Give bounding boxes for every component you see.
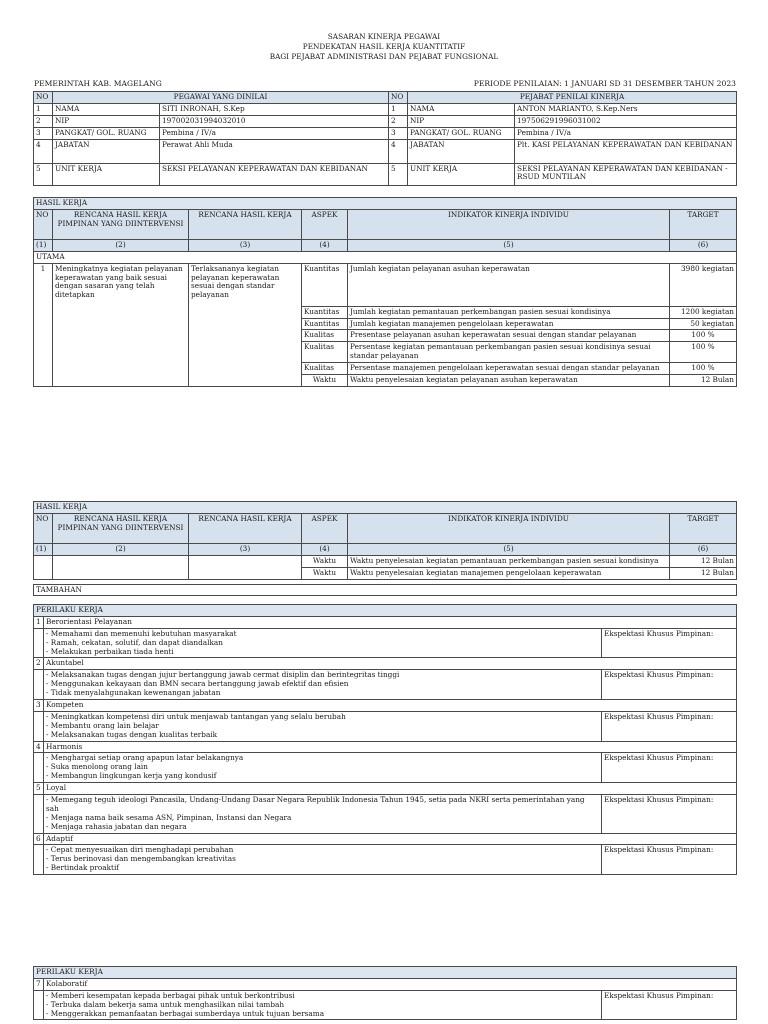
header-no: NO	[389, 92, 408, 104]
table-row: Kualitas Presentase pelayanan asuhan keperawatan sesuai dengan standar pelayanan 100 %	[34, 330, 737, 342]
pegawai-nama: SITI INRONAH, S.Kep	[160, 103, 389, 115]
identity-row: 3 PANGKAT/ GOL. RUANG Pembina / IV/a 3 PANGKAT/ GOL. RUANG Pembina / IV/a	[34, 127, 737, 139]
header-penilai: PEJABAT PENILAI KINERJA	[408, 92, 737, 104]
header-no: NO	[34, 92, 53, 104]
penilai-nama: ANTON MARIANTO, S.Kep.Ners	[515, 103, 737, 115]
table-row: Kualitas Persentase kegiatan pemantauan perkembangan pasien sesuai kondisinya sesuai standar pelayanan 100 %	[34, 342, 737, 363]
identity-table	[33, 91, 737, 186]
identity-row: 4 JABATAN Perawat Ahli Muda 4 JABATAN Plt. KASI PELAYANAN KEPERAWATAN DAN KEBIDANAN	[34, 139, 737, 163]
ekspektasi-label: Ekspektasi Khusus Pimpinan:	[602, 845, 737, 875]
list-item: - Cepat menyesuaikan diri menghadapi perubahan - Terus berinovasi dan mengembangkan kreativitas - Bertindak proaktif Ekspektasi Khusus Pimpinan:	[34, 845, 737, 875]
table-row: 1 Meningkatnya kegiatan pelayanan keperawatan yang baik sesuai dengan sasaran yang telah ditetapkan Terlaksananya kegiatan pelayanan keperawatan sesuai dengan standar pelayanan Kuantitas Jumlah kegiatan pelayanan asuhan keperawatan 3980 kegiatan	[34, 263, 737, 306]
pk-title: Loyal	[44, 783, 737, 795]
pk-title: Kompeten	[44, 700, 737, 712]
pk-title: Berorientasi Pelayanan	[44, 616, 737, 628]
list-item: - Memegang teguh ideologi Pancasila, Undang-Undang Dasar Negara Republik Indonesia Tahun 1945, setia pada NKRI serta pemerintahan yang sah - Menjaga nama baik sesama ASN, Pimpinan, Instansi dan Negara - Menjaga rahasia jabatan dan negara Ekspektasi Khusus Pimpinan:	[34, 795, 737, 834]
hasil-kerja-table-continued: HASIL KERJA NO RENCANA HASIL KERJA PIMPINAN YANG DIINTERVENSI RENCANA HASIL KERJA ASPEK INDIKATOR KINERJA INDIVIDU TARGET (1) (2) (3) (4) (5) (6) Waktu Waktu penyelesaian kegiatan pemantauan perkembangan pasien sesuai kondisinya 12 Bulan Waktu Waktu penyelesaian kegiatan manajemen pengelolaan keperawatan 12 Bulan TAMBAHAN	[33, 501, 737, 596]
list-item: - Memberi kesempatan kepada berbagai pihak untuk berkontribusi - Terbuka dalam bekerja sama untuk menghasilkan nilai tambah - Menggerakkan pemanfaatan berbagai sumberdaya untuk tujuan bersama Ekspektasi Khusus Pimpinan:	[34, 990, 737, 1020]
section-tambahan: TAMBAHAN	[34, 584, 737, 596]
ekspektasi-label: Ekspektasi Khusus Pimpinan:	[602, 628, 737, 658]
ekspektasi-label: Ekspektasi Khusus Pimpinan:	[602, 711, 737, 741]
perilaku-kerja-table-continued: PERILAKU KERJA 7 Kolaboratif - Memberi kesempatan kepada berbagai pihak untuk berkontribusi - Terbuka dalam bekerja sama untuk menghasilkan nilai tambah - Menggerakkan pemanfaatan berbagai sumberdaya untuk tujuan bersama Ekspektasi Khusus Pimpinan:	[33, 966, 737, 1020]
identity-row: 2 NIP 197002031994032010 2 NIP 197506291996031002	[34, 115, 737, 127]
pk-title: Harmonis	[44, 741, 737, 753]
pk-title: Kolaboratif	[44, 978, 737, 990]
header-pegawai: PEGAWAI YANG DINILAI	[53, 92, 389, 104]
doc-subtitle-2: BAGI PEJABAT ADMINISTRASI DAN PEJABAT FUNGSIONAL	[269, 52, 499, 61]
ekspektasi-label: Ekspektasi Khusus Pimpinan:	[602, 753, 737, 783]
pegawai-nip: 197002031994032010	[160, 115, 389, 127]
list-item: - Menghargai setiap orang apapun latar belakangnya - Suka menolong orang lain - Membangun lingkungan kerja yang kondusif Ekspektasi Khusus Pimpinan:	[34, 753, 737, 783]
perilaku-kerja-table: PERILAKU KERJA 1 Berorientasi Pelayanan - Memahami dan memenuhi kebutuhan masyarakat - Ramah, cekatan, solutif, dan dapat diandalkan - Melakukan perbaikan tiada henti Ekspektasi Khusus Pimpinan: 2 Akuntabel - Melaksanakan tugas dengan jujur bertanggung jawab cermat disiplin dan berintegritas tinggi - Menggunakan kekayaan dan BMN secara bertanggung jawab efektif dan efisien - Tidak menyalahgunakan kewenangan jabatan Ekspektasi Khusus Pimpinan: 3 Kompeten - Meningkatkan kompetensi diri untuk menjawab tantangan yang selalu berubah - Membantu orang lain belajar - Melaksanakan tugas dengan kualitas terbaik Ekspektasi Khusus Pimpinan: 4 Harmonis - Menghargai setiap orang apapun latar belakangnya - Suka menolong orang lain - Membangun lingkungan kerja yang kondusif Ekspektasi Khusus Pimpinan: 5 Loyal - Memegang teguh ideologi Pancasila, Undang-Undang Dasar Negara Republik Indonesia Tahun 1945, setia pada NKRI serta pemerintahan yang sah - Menjaga nama baik sesama ASN, Pimpinan, Instansi dan Negara - Menjaga rahasia jabatan dan negara Ekspektasi Khusus Pimpinan: 6 Adaptif - Cepat menyesuaikan diri menghadapi perubahan - Terus berinovasi dan mengembangkan kreativitas - Bertindak proaktif Ekspektasi Khusus Pimpinan:	[33, 604, 737, 875]
list-item: - Meningkatkan kompetensi diri untuk menjawab tantangan yang selalu berubah - Membantu orang lain belajar - Melaksanakan tugas dengan kualitas terbaik Ekspektasi Khusus Pimpinan:	[34, 711, 737, 741]
pk-title: Adaptif	[44, 833, 737, 845]
rhk-pimpinan: Meningkatnya kegiatan pelayanan keperawatan yang baik sesuai dengan sasaran yang telah ditetapkan	[53, 263, 189, 386]
ekspektasi-label: Ekspektasi Khusus Pimpinan:	[602, 795, 737, 834]
table-row: Kuantitas Jumlah kegiatan manajemen pengelolaan keperawatan 50 kegiatan	[34, 318, 737, 330]
pk-title: Akuntabel	[44, 658, 737, 670]
list-item: - Melaksanakan tugas dengan jujur bertanggung jawab cermat disiplin dan berintegritas tinggi - Menggunakan kekayaan dan BMN secara bertanggung jawab efektif dan efisien - Tidak menyalahgunakan kewenangan jabatan Ekspektasi Khusus Pimpinan:	[34, 670, 737, 700]
identity-row: 1 NAMA SITI INRONAH, S.Kep 1 NAMA ANTON MARIANTO, S.Kep.Ners	[34, 103, 737, 115]
table-row: Waktu Waktu penyelesaian kegiatan manajemen pengelolaan keperawatan 12 Bulan	[34, 567, 737, 579]
doc-subtitle: PENDEKATAN HASIL KERJA KUANTITATIF	[302, 42, 466, 51]
table-row: Kuantitas Jumlah kegiatan pemantauan perkembangan pasien sesuai kondisinya 1200 kegiatan	[34, 306, 737, 318]
section-perilaku-kerja: PERILAKU KERJA	[34, 605, 737, 617]
table-row: Waktu Waktu penyelesaian kegiatan pemantauan perkembangan pasien sesuai kondisinya 12 Bulan	[34, 555, 737, 567]
ekspektasi-label: Ekspektasi Khusus Pimpinan:	[602, 990, 737, 1020]
rhk: Terlaksananya kegiatan pelayanan keperawatan sesuai dengan standar pelayanan	[189, 263, 302, 386]
list-item: - Memahami dan memenuhi kebutuhan masyarakat - Ramah, cekatan, solutif, dan dapat diandalkan - Melakukan perbaikan tiada henti Ekspektasi Khusus Pimpinan:	[34, 628, 737, 658]
periode-label: PERIODE PENILAIAN: 1 JANUARI SD 31 DESEMBER TAHUN 2023	[473, 79, 736, 88]
identity-row: 5 UNIT KERJA SEKSI PELAYANAN KEPERAWATAN DAN KEBIDANAN 5 UNIT KERJA SEKSI PELAYANAN KEPERAWATAN DAN KEBIDANAN - RSUD MUNTILAN	[34, 163, 737, 185]
ekspektasi-label: Ekspektasi Khusus Pimpinan:	[602, 670, 737, 700]
doc-title: SASARAN KINERJA PEGAWAI	[327, 32, 441, 41]
hasil-kerja-table: HASIL KERJA NO RENCANA HASIL KERJA PIMPINAN YANG DIINTERVENSI RENCANA HASIL KERJA ASPEK INDIKATOR KINERJA INDIVIDU TARGET (1) (2) (3) (4) (5) (6) UTAMA 1 Meningkatnya kegiatan pelayanan keperawatan yang baik sesuai dengan sasaran yang telah ditetapkan Terlaksananya kegiatan pelayanan keperawatan sesuai dengan standar pelayanan Kuantitas Jumlah kegiatan pelayanan asuhan keperawatan 3980 kegiatan Kuantitas Jumlah kegiatan pemantauan perkembangan pasien sesuai kondisinya 1200 kegiatan Kuantitas Jumlah kegiatan manajemen pengelolaan keperawatan 50 kegiatan Kualitas Presentase pelayanan asuhan keperawatan sesuai dengan standar pelayanan 100 % Kualitas Persentase kegiatan pemantauan perkembangan pasien sesuai kondisinya sesuai standar pelayanan 100 % Kualitas Persentase manajemen pengelolaan keperawatan sesuai dengan standar pelayanan 100 % Waktu Waktu penyelesaian kegiatan pelayanan asuhan keperawatan 12 Bulan	[33, 197, 737, 387]
section-utama: UTAMA	[34, 251, 737, 263]
penilai-nip: 197506291996031002	[515, 115, 737, 127]
table-row: Kualitas Persentase manajemen pengelolaan keperawatan sesuai dengan standar pelayanan 100 %	[34, 363, 737, 375]
section-hasil-kerja: HASIL KERJA	[34, 198, 737, 210]
table-row: Waktu Waktu penyelesaian kegiatan pelayanan asuhan keperawatan 12 Bulan	[34, 375, 737, 387]
instansi-label: PEMERINTAH KAB. MAGELANG	[34, 79, 162, 88]
